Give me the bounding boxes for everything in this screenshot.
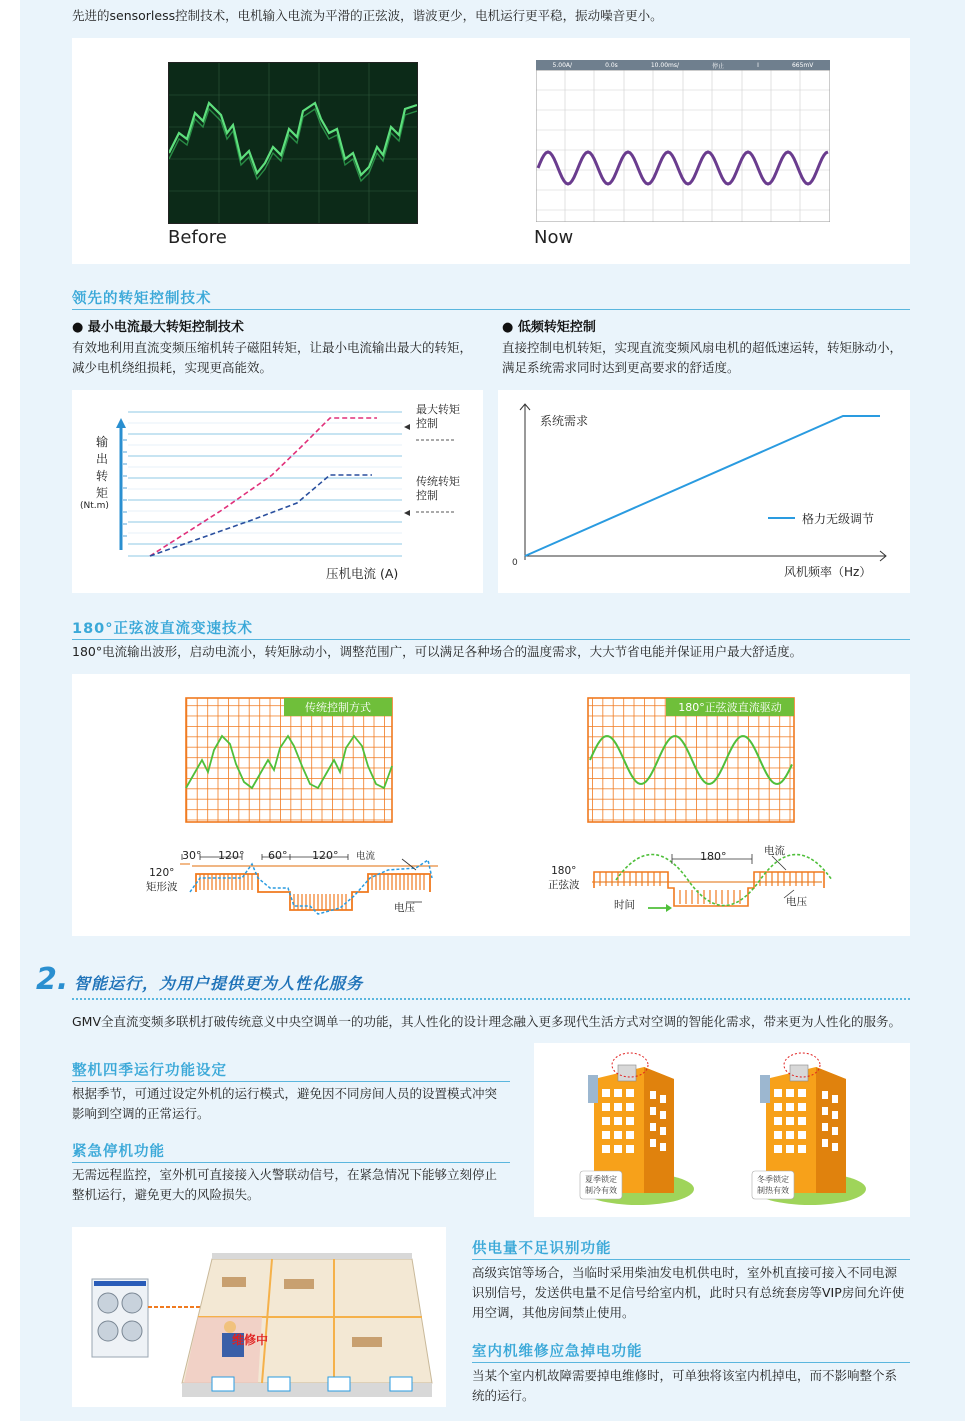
- torque-section-title: 领先的转矩控制技术: [72, 291, 212, 307]
- traditional-tag: 传统控制方式: [305, 701, 371, 714]
- origin-label: 0: [512, 558, 518, 568]
- label-line: 控制: [416, 417, 438, 430]
- indoor-body: 当某个室内机故障需要掉电维修时，可单独将该室内机掉电，而不影响整个系统的运行。: [472, 1368, 898, 1403]
- scope-readout: 0.0s: [605, 61, 618, 69]
- page: [20, 0, 965, 1421]
- sine-wave-name: [548, 864, 580, 892]
- section-divider: [72, 1162, 510, 1163]
- angle-label: 30°: [182, 849, 202, 862]
- angle-label: 120°: [312, 849, 339, 862]
- demand-x-label: 风机频率（Hz）: [784, 565, 872, 579]
- max-torque-curve: [150, 418, 377, 556]
- sine-drive-tag: 180°正弦波直流驱动: [678, 701, 782, 714]
- y-label-char: 矩: [95, 486, 108, 500]
- before-oscilloscope: [168, 62, 418, 224]
- summer-tag: [580, 1174, 622, 1196]
- power-title: 供电量不足识别功能: [472, 1241, 612, 1257]
- label-line: 控制: [416, 489, 438, 502]
- rect-wave-name: [146, 866, 178, 894]
- floorplan-card: [72, 1227, 446, 1407]
- section2-divider: [72, 998, 910, 1000]
- tag-line: 制热有效: [757, 1186, 789, 1195]
- section-divider: [72, 639, 910, 640]
- scope-readout: 10.00ms/: [650, 61, 679, 69]
- buildings-card: [534, 1043, 910, 1217]
- label-line: 矩形波: [146, 881, 178, 893]
- sine-section-body: 180°电流输出波形，启动电流小，转矩脉动小，调整范围广，可以满足各种场合的温度需求，大大节省电能并保证用户最大舒适度。: [72, 644, 803, 659]
- sine-compare-card: [72, 674, 910, 936]
- demand-chart-card: [498, 390, 910, 593]
- season-title: 整机四季运行功能设定: [72, 1063, 227, 1079]
- label-line: 最大转矩: [416, 403, 460, 416]
- angle-label: 180°: [700, 850, 727, 863]
- torque-right-title: ● 低频转矩控制: [502, 320, 596, 335]
- waveform-compare-card: [72, 38, 910, 264]
- winter-tag: [752, 1174, 794, 1196]
- section2-intro: GMV全直流变频多联机打破传统意义中央空调单一的功能，其人性化的设计理念融入更多现代生活方式对空调的智能化需求，带来更为人性化的服务。: [72, 1014, 902, 1029]
- before-label: Before: [168, 227, 227, 248]
- emergency-title: 紧急停机功能: [72, 1144, 165, 1160]
- stepless-curve: [525, 416, 880, 556]
- floor-plan: [182, 1253, 432, 1397]
- scope-status-bar: [536, 60, 830, 70]
- scope-readout: 5.00A/: [552, 61, 573, 69]
- torque-y-unit: (Nt.m): [80, 501, 109, 511]
- intro-text: 先进的sensorless控制技术，电机输入电流为平滑的正弦波，谐波更少，电机运行更平稳，振动噪音更小。: [72, 8, 663, 23]
- voltage-label: 电压: [394, 902, 415, 914]
- current-label: 电流: [764, 845, 785, 857]
- tag-line: 夏季锁定: [585, 1175, 617, 1184]
- scope-readout: Ⅰ: [757, 61, 759, 69]
- sine-section-title: 180°正弦波直流变速技术: [72, 621, 254, 637]
- tag-line: 冬季锁定: [757, 1175, 789, 1184]
- tag-line: 制冷有效: [585, 1186, 617, 1195]
- y-label-char: 出: [95, 452, 108, 466]
- section-divider: [472, 1259, 910, 1260]
- scope-readout: 停止: [712, 62, 725, 70]
- scope-readout: 665mV: [791, 61, 814, 69]
- section-divider: [72, 309, 910, 310]
- torque-x-label: 压机电流 (A): [326, 566, 399, 581]
- legend-label: 格力无级调节: [802, 512, 875, 526]
- floorplan-graphic: [72, 1227, 446, 1407]
- max-torque-label: [416, 403, 460, 431]
- torque-left-title: ● 最小电流最大转矩控制技术: [72, 320, 244, 335]
- time-label: 时间: [614, 899, 635, 911]
- demand-y-label: 系统需求: [540, 414, 589, 428]
- label-line: 正弦波: [548, 879, 580, 891]
- season-body: 根据季节，可通过设定外机的运行模式，避免因不同房间人员的设置模式冲突影响到空调的正常运行。: [72, 1086, 498, 1121]
- emergency-body: 无需远程监控，室外机可直接接入火警联动信号，在紧急情况下能够立刻停止整机运行，避免更大的风险损失。: [72, 1167, 498, 1202]
- traditional-grid: [186, 698, 392, 822]
- label-line: 120°: [149, 867, 175, 879]
- now-waveform: [536, 70, 830, 222]
- angle-label: 60°: [268, 849, 288, 862]
- power-body: 高级宾馆等场合，当临时采用柴油发电机供电时，室外机直接可接入不同电源识别信号，发送供电量不足信号给室内机，此时只有总统套房等VIP房间允许使用空调，其他房间禁止使用。: [472, 1265, 905, 1320]
- section-divider: [472, 1362, 910, 1363]
- label-line: 180°: [551, 865, 577, 877]
- traditional-torque-label: [416, 475, 460, 503]
- now-label: Now: [534, 227, 574, 248]
- repair-tag: 维修中: [232, 1333, 269, 1347]
- now-oscilloscope: [536, 60, 830, 222]
- torque-left-body: 有效地利用直流变频压缩机转子磁阻转矩，让最小电流输出最大的转矩，减少电机绕组损耗，实现更高能效。: [72, 340, 473, 375]
- section-number: 2.: [36, 962, 69, 997]
- section-divider: [72, 1081, 510, 1082]
- indoor-title: 室内机维修应急掉电功能: [472, 1344, 643, 1360]
- current-label: 电流: [356, 851, 376, 862]
- outdoor-unit-icon: [92, 1279, 148, 1357]
- torque-chart-card: [72, 390, 483, 593]
- before-waveform: [169, 63, 417, 223]
- y-label-char: 转: [95, 469, 108, 483]
- y-label-char: 输: [95, 435, 108, 449]
- voltage-label: 电压: [786, 896, 807, 908]
- torque-y-label: [92, 434, 112, 502]
- angle-label: 120°: [218, 849, 245, 862]
- torque-right-body: 直接控制电机转矩，实现直流变频风扇电机的超低速运转，转矩脉动小，满足系统需求同时达到更高要求的舒适度。: [502, 340, 903, 375]
- label-line: 传统转矩: [416, 475, 460, 488]
- section2-title: 智能运行，为用户提供更为人性化服务: [74, 974, 364, 993]
